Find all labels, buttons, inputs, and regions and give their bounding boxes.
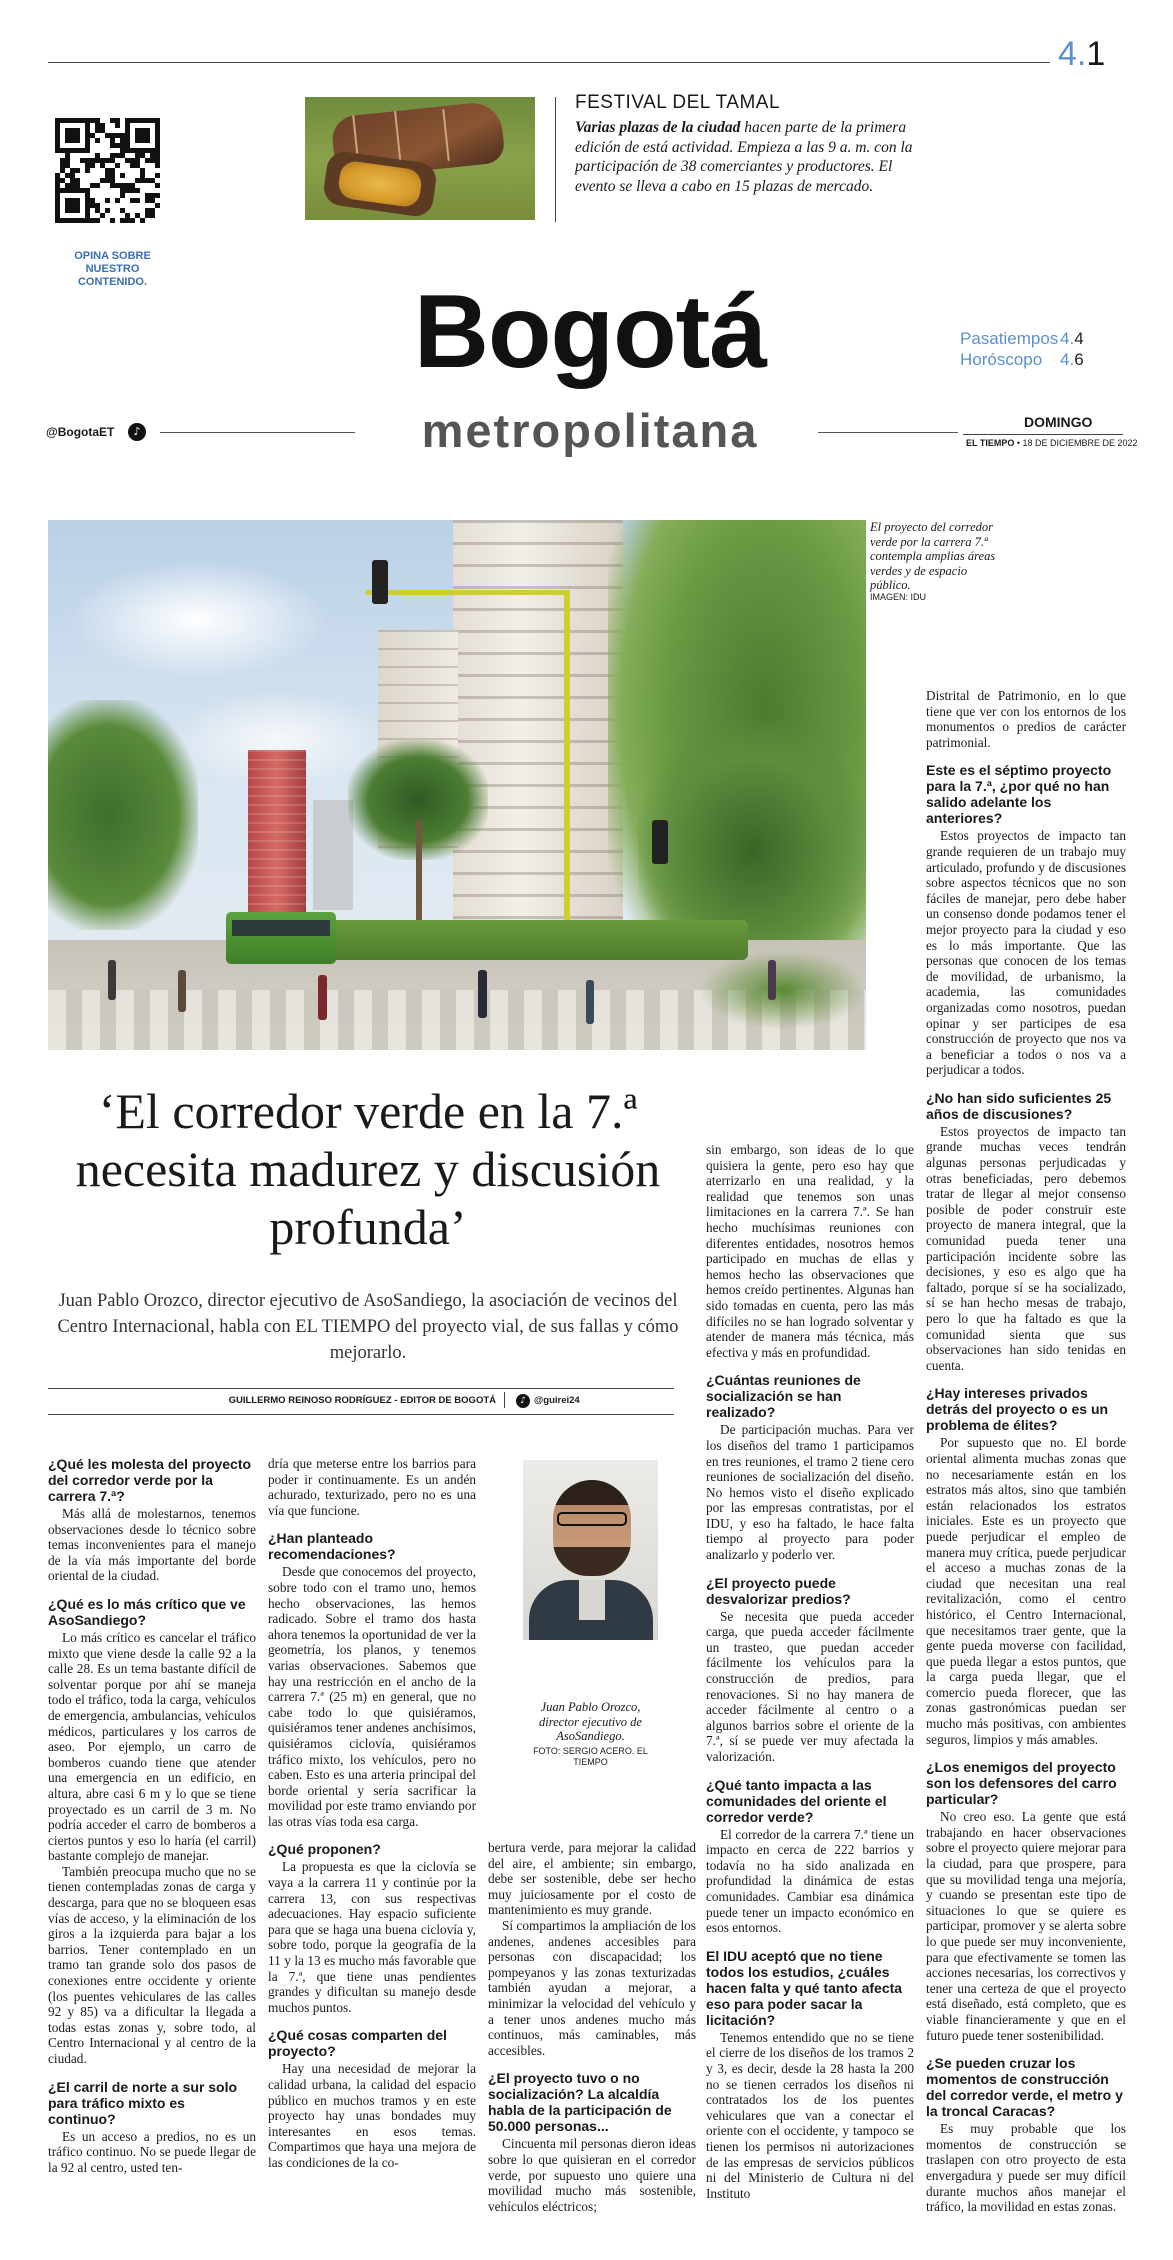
question-heading: ¿No han sido suficientes 25 años de discusiones? <box>926 1089 1112 1122</box>
article-column-3 <box>488 1840 696 2214</box>
answer-paragraph: Hay una necesidad de mejorar la calidad urbana, la calidad del espacio público en muchos tramos y en este proyecto hay unas bondades muy interesantes en esos temas. Compartimos que haya una mejora de las condiciones de la co- <box>268 2061 476 2170</box>
masthead-rule-left <box>160 432 355 433</box>
paper-name: EL TIEMPO <box>966 438 1015 448</box>
article-column-2 <box>268 1456 476 2171</box>
paragraph-continued: Distrital de Patrimonio, en lo que tiene que ver con los entornos de los monumentos o predios de carácter patrimonial. <box>926 688 1126 750</box>
paragraph-continued: sin embargo, son ideas de lo que quisiera la gente, pero eso hay que aterrizarlo en una realidad, y la realidad que tenemos son unas limitaciones en la carrera 7.ª. Se han hecho muchísimas reuniones con diferentes entidades, nosotros hemos participado en muchas de ellas y hemos hecho las observaciones que hemos creído pertinentes. Algunas han sido tomadas en cuenta, pero las más difíciles no se han logrado solventar y atender de manera más técnica, más efectiva y más en profundidad. <box>706 1142 914 1360</box>
answer-paragraph: Se necesita que pueda acceder carga, que pueda acceder fácilmente un trasteo, que puedan acceder fácilmente los vehículos para la construcción de predios, para renovaciones. Si no hay manera de acceder fácilmente al centro o a algunos barrios sobre el oriente de la 7.ª, sí se puede ver muy afectada la valorización. <box>706 1608 914 1764</box>
byline-rule-top <box>48 1388 674 1389</box>
answer-paragraph: No creo eso. La gente que está trabajando en hacer observaciones sobre el proyecto quiere mejorar para la ciudad, para que prospere, para que su movilidad tenga una mejoría, y cuando se presentan este tipo de situaciones lo que se quiere es participar, promover y se alerta sobre lo que puede ser muy inconveniente, para que efectivamente se tomen las acciones necesarias, los correctivos y tener una certeza de que el proyecto está diseñado, está completo, que es viable financieramente y que en el futuro puede tener sostenibilidad. <box>926 1809 1126 2043</box>
question-heading: El IDU aceptó que no tiene todos los estudios, ¿cuáles hacen falta y qué tanto afecta eso para poder sacar la licitación? <box>706 1947 903 2028</box>
top-rule <box>48 62 1050 63</box>
byline-divider <box>504 1392 505 1408</box>
question-heading: ¿El proyecto tuvo o no socialización? La alcaldía habla de la participación de 50.000 personas... <box>488 2070 672 2135</box>
festival-body: hacen parte de la primera edición de está actividad. Empieza a las 9 a. m. con la participación de 38 comerciantes y productores. El evento se lleva a cabo en 15 plazas de mercado. <box>575 119 913 195</box>
festival-divider <box>555 97 556 222</box>
portrait-caption: Juan Pablo Orozco, director ejecutivo de AsoSandiego. <box>539 1700 642 1743</box>
question-heading: ¿Qué tanto impacta a las comunidades del oriente el corredor verde? <box>706 1776 887 1825</box>
article-column-1 <box>48 1456 256 2175</box>
index-label: Horóscopo <box>960 350 1043 369</box>
portrait-photo <box>523 1460 658 1640</box>
article-column-5 <box>926 688 1126 2215</box>
index-section: 4. <box>1060 350 1075 369</box>
photo-credit: IMAGEN: IDU <box>870 592 927 602</box>
question-heading: ¿Hay intereses privados detrás del proyecto o es un problema de élites? <box>926 1385 1109 1434</box>
answer-paragraph: De participación muchas. Para ver los diseños del tramo 1 participamos en tres reuniones, el tramo 2 tiene cero reuniones de socialización del diseño. No hemos visto el diseño explicado por las empresas contratistas, por el IDU, y eso ha faltado, le hace falta tiempo al proyecto para poder analizarlo y poderlo ver. <box>706 1422 914 1563</box>
question-heading: ¿Qué es lo más crítico que ve AsoSandiego? <box>48 1595 246 1628</box>
answer-paragraph: El corredor de la carrera 7.ª tiene un impacto en cerca de 222 barrios y todavía no ha sido analizada en profundidad la dinámica de estas comunidades. Cambiar esa dinámica puede tener un impacto económico en esos entornos. <box>706 1826 914 1936</box>
masthead-subtitle: metropolitana <box>421 404 759 457</box>
answer-paragraph: Estos proyectos de impacto tan grande muchas veces tendrán algunas personas perjudicadas y otras beneficiadas, pero debemos tratar de llegar al mejor consenso posible de poder construir este proyecto de manera integral, que la comunidad pueda tener una participación incidente sobre las decisiones, y eso es algo que ha faltado, porque sí se ha socializado, sí se han hecho mesas de trabajo, pero lo que ha faltado es que la comunidad sienta que sus observaciones han sido tenidas en cuenta. <box>926 1123 1126 1373</box>
answer-paragraph: Lo más crítico es cancelar el tráfico mixto que viene desde la calle 92 a la calle 28. Es un tema bastante difícil de solventar porque por ahí se maneja todo el tráfico, toda la carga, vehículos de emergencia, ambulancias, vehículos médicos, particulares y los carros de aseo. Por ejemplo, un carro de bomberos cuando tiene que atender una emergencia en un edificio, en altura, abre casi 6 m y lo que se tiene proyectado es un carril de 3 m. No podría acceder el carro de bomberos a ciertos puntos y eso lo haría (el carril) bastante complejo de manejar. <box>48 1629 256 1864</box>
answer-paragraph: Por supuesto que no. El borde oriental alimenta muchas zonas que no necesariamente están en los estratos más altos, sino que también están relacionados los estratos iniciales. Este es un proyecto que puede perjudicar el empleo de manera muy crítica, puede perjudicar el acceso a muchas zonas de la ciudad que necesitan una real revitalización, como el centro histórico, el Centro Internacional, que necesitamos traer gente, que la gente pueda moverse con facilidad, que pueda llegar a estos puntos, que la carga pueda llegar, que el comercio pueda florecer, que las zonas gastronómicas puedan ser mucho más positivas, con ambientes seguros, limpios y más amables. <box>926 1435 1126 1747</box>
answer-paragraph: Estos proyectos de impacto tan grande requieren de un trabajo muy articulado, profundo y de discusiones sobre aspectos técnicos que no son fáciles de manejar, pero debe haber un consenso donde podamos tener el mejor proyecto para la ciudad y eso es lo más importante. Que las personas que conocen de los temas de movilidad, de urbanismo, la academia, las comunidades organizadas como nosotros, puedan opinar y ser participes de esa construcción de proyecto que nos va a beneficiar a todos o nos va a perjudicar a todos. <box>926 828 1126 1078</box>
question-heading: ¿Qué cosas comparten del proyecto? <box>268 2027 447 2060</box>
index-item-horoscopo[interactable] <box>960 349 1084 370</box>
dateline <box>966 437 1138 449</box>
question-heading: ¿El carril de norte a sur solo para tráfico mixto es continuo? <box>48 2078 238 2127</box>
twitter-icon[interactable]: ♪ <box>128 423 146 441</box>
index-page: 4 <box>1074 329 1084 348</box>
masthead-title: Bogotá <box>413 274 767 390</box>
festival-text <box>575 118 915 196</box>
answer-paragraph: Más allá de molestarnos, tenemos observaciones desde lo técnico sobre temas inconvenientes para el manejo de la vía más importante del borde oriental de la ciudad. <box>48 1506 256 1584</box>
day-label: DOMINGO <box>1024 414 1093 430</box>
answer-paragraph: Desde que conocemos del proyecto, sobre todo con el tramo uno, hemos hecho observaciones, las hemos radicado. Sobre el tramo dos hasta ahora tenemos la oportunidad de ver la geometría, los planos, y tenemos varias observaciones. Sabemos que hay una restricción en el ancho de la carrera 7.ª (25 m) en general, que no cabe todo lo que quisiéramos, quisiéramos tener andenes anchísimos, quisiéramos ciclovía, quisiéramos tráfico mixto, los vehículos, pero no caben. Esto es una arteria principal del borde oriental y sería sacrificar la movilidad por este tramo enviando por las otras vías toda esa carga. <box>268 1564 476 1829</box>
index-box <box>960 328 1084 370</box>
date: • 18 DE DICIEMBRE DE 2022 <box>1014 438 1138 448</box>
tamal-photo <box>305 97 535 220</box>
question-heading: ¿Se pueden cruzar los momentos de construcción del corredor verde, el metro y la troncal Caracas? <box>926 2055 1123 2120</box>
byline-rule-bottom <box>48 1414 674 1415</box>
question-heading: Este es el séptimo proyecto para la 7.ª, ¿por qué no han salido adelante los anteriores? <box>926 762 1112 827</box>
corridor-rendering <box>48 520 866 1050</box>
question-heading: ¿El proyecto puede desvalorizar predios? <box>706 1574 851 1607</box>
photo-caption: El proyecto del corredor verde por la carrera 7.ª contempla amplias áreas verdes y de espacio público. <box>870 520 996 592</box>
answer-paragraph: Sí compartimos la ampliación de los andenes, andenes accesibles para personas con discapacidad; los pompeyanos y las zonas texturizadas también ayudan a mejorar, a minimizar la velocidad del vehículo y a tener unos andenes mucho más continuos, más caminables, más accesibles. <box>488 1917 696 2058</box>
paragraph-continued: bertura verde, para mejorar la calidad del aire, el ambiente; sin embargo, debe ser sostenible, debe ser hecho muy juiciosamente por el costo de mantenimiento es muy grande. <box>488 1840 696 1918</box>
twitter-handle[interactable]: @BogotaET <box>46 425 115 439</box>
byline: GUILLERMO REINOSO RODRÍGUEZ - EDITOR DE BOGOTÁ <box>228 1395 496 1406</box>
date-rule <box>963 434 1123 435</box>
festival-lead: Varias plazas de la ciudad <box>575 119 741 136</box>
question-heading: ¿Han planteado recomendaciones? <box>268 1530 396 1563</box>
question-heading: ¿Qué proponen? <box>268 1841 381 1858</box>
qr-caption: OPINA SOBRE NUESTRO CONTENIDO. <box>74 250 151 288</box>
deck: Juan Pablo Orozco, director ejecutivo de AsoSandiego, la asociación de vecinos del Centro Internacional, habla con EL TIEMPO del proyecto vial, de sus fallas y cómo mejorarlo. <box>57 1291 679 1363</box>
page-number: 4.1 <box>1052 34 1105 74</box>
answer-paragraph: Cincuenta mil personas dieron ideas sobre lo que quisieran en el corredor verde, por supuesto uno quiere una movilidad mucho más sostenible, vehículos eléctricos; <box>488 2136 696 2214</box>
qr-code[interactable] <box>55 118 160 223</box>
answer-paragraph: La propuesta es que la ciclovía se vaya a la carrera 11 y continúe por la carrera 13, con sus respectivas adecuaciones. Hay espacio suficiente para que se haga una buena ciclovía y, sobre todo, porque la geografía de la 11 y la 13 es mucho más favorable que la 7.ª, que tiene unas pendientes grandes y dificultan su manejo desde muchos puntos. <box>268 1859 476 2015</box>
question-heading: ¿Cuántas reuniones de socialización se han realizado? <box>706 1372 861 1421</box>
question-heading: ¿Los enemigos del proyecto son los defensores del carro particular? <box>926 1759 1117 1808</box>
index-item-pasatiempos[interactable] <box>960 328 1084 349</box>
answer-paragraph: Es un acceso a predios, no es un tráfico continuo. No se puede llegar de la 92 al centro, usted ten- <box>48 2128 256 2175</box>
masthead-rule-right <box>818 432 958 433</box>
question-heading: ¿Qué les molesta del proyecto del corredor verde por la carrera 7.ª? <box>48 1456 252 1504</box>
portrait-credit: FOTO: SERGIO ACERO. EL TIEMPO <box>533 1746 648 1767</box>
index-section: 4. <box>1060 329 1075 348</box>
byline-twitter[interactable]: @guirei24 <box>534 1395 580 1406</box>
answer-paragraph: Es muy probable que los momentos de construcción se traslapen con otro proyecto de esta envergadura y puede ser muy difícil durante muchos años manejar el tráfico, la movilidad en estas zonas. <box>926 2121 1126 2215</box>
festival-title: FESTIVAL DEL TAMAL <box>575 92 781 113</box>
answer-paragraph: Tenemos entendido que no se tiene el cierre de los diseños de los tramos 2 y 3, es decir, desde la 28 hasta la 200 no se tienen cerrados los diseños ni contratados los de los puentes vehiculares que van a conectar el oriente con el occidente, y tampoco se tienen los permisos ni autorizaciones de las empresas de servicios públicos ni del Ministerio de Cultura ni del Instituto <box>706 2029 914 2201</box>
index-page: 6 <box>1074 350 1084 369</box>
article-column-4 <box>706 1142 914 2201</box>
twitter-icon[interactable]: ♪ <box>516 1394 530 1408</box>
answer-paragraph: También preocupa mucho que no se tienen contempladas zonas de carga y descarga, para que no se bloqueen esas vías de acceso, y la eliminación de los giros a la izquierda para bajar a los barrios. Tener contemplado en un tramo tan grande solo dos pasos de conexiones entre occidente y oriente (los puentes vehiculares de las calles 92 y 85) va a dificultar la llegada a todas estas zonas y, sobre todo, al Centro Internacional y al centro de la ciudad. <box>48 1863 256 2066</box>
index-label: Pasatiempos <box>960 329 1059 348</box>
headline: ‘El corredor verde en la 7.ª necesita madurez y discusión profunda’ <box>75 1083 661 1255</box>
paragraph-continued: dría que meterse entre los barrios para poder ir continuamente. Es un andén achurado, texturizado, pero no es una vía que funcione. <box>268 1456 476 1518</box>
